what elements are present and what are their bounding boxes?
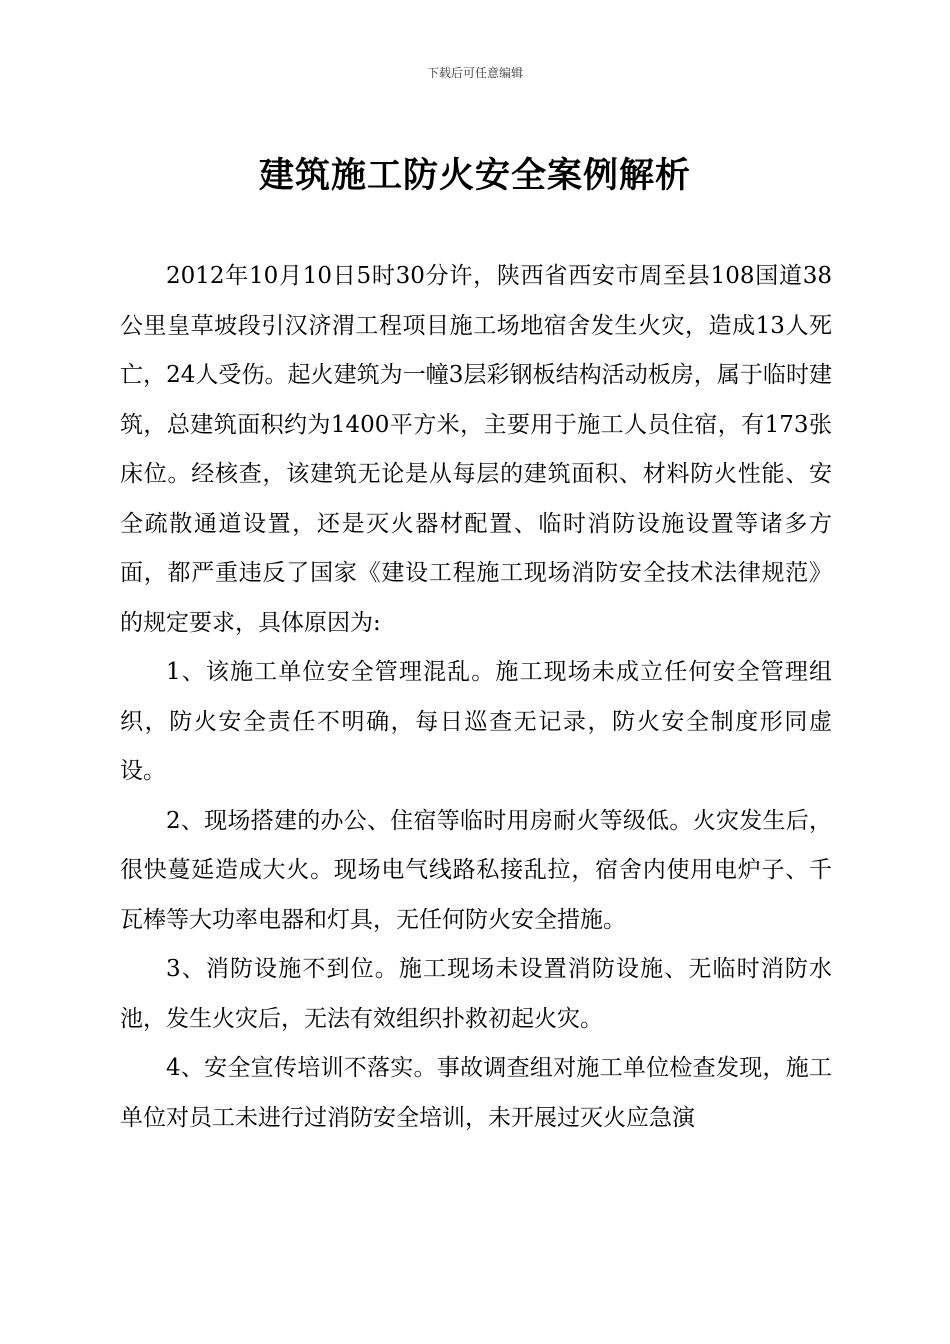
document-body	[120, 252, 832, 1143]
paragraph-item-1: 1、该施工单位安全管理混乱。施工现场未成立任何安全管理组织，防火安全责任不明确，每日巡查无记录，防火安全制度形同虚设。	[120, 659, 832, 784]
document-title: 建筑施工防火安全案例解析	[258, 155, 691, 196]
paragraph-item-4: 4、安全宣传培训不落实。事故调查组对施工单位检查发现，施工单位对员工未进行过消防安全培训，未开展过灭火应急演	[120, 1055, 832, 1131]
paragraph-item-3: 3、消防设施不到位。施工现场未设置消防设施、无临时消防水池，发生火灾后，无法有效组织扑救初起火灾。	[120, 956, 832, 1032]
paragraph-item-2: 2、现场搭建的办公、住宿等临时用房耐火等级低。火灾发生后，很快蔓延造成大火。现场电气线路私接乱拉，宿舍内使用电炉子、千瓦棒等大功率电器和灯具，无任何防火安全措施。	[120, 807, 832, 933]
paragraph-intro: 2012年10月10日5时30分许，陕西省西安市周至县108国道38公里皇草坡段引汉济渭工程项目施工场地宿舍发生火灾，造成13人死亡，24人受伤。起火建筑为一幢3层彩钢板结构活动板房，属于临时建筑，总建筑面积约为1400平方米，主要用于施工人员住宿，有173张床位。经核查，该建筑无论是从每层的建筑面积、材料防火性能、安全疏散通道设置，还是灭火器材配置、临时消防设施设置等诸多方面，都严重违反了国家《建设工程施工现场消防安全技术法律规范》的规定要求，具体原因为:	[120, 263, 832, 636]
header-note: 下载后可任意编辑	[426, 66, 523, 80]
